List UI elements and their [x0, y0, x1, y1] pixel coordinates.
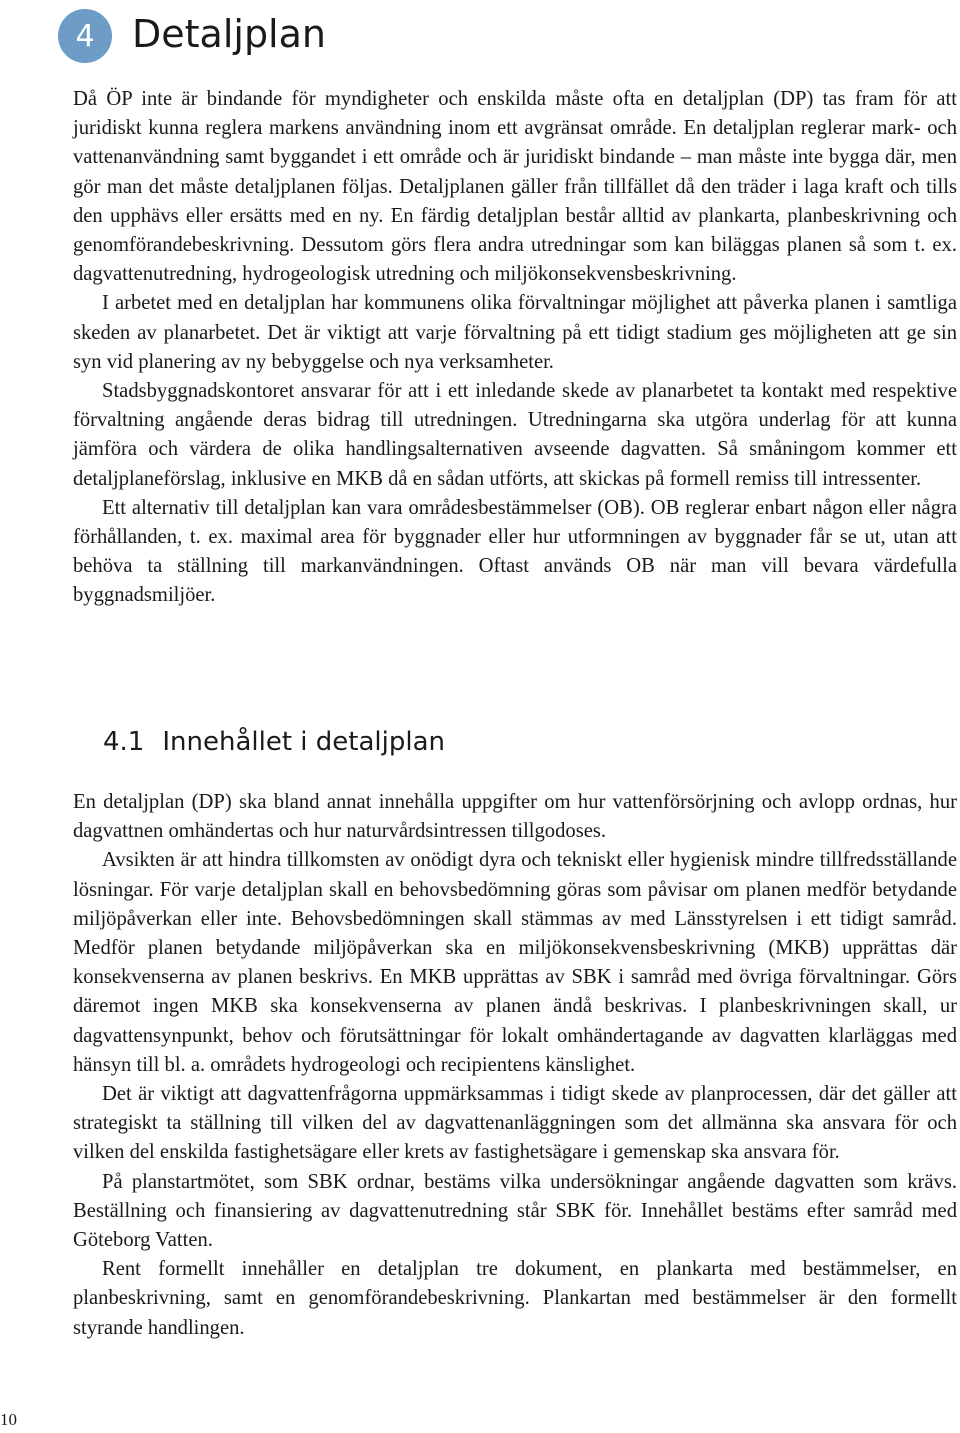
paragraph: En detaljplan (DP) ska bland annat innehålla uppgifter om hur vattenförsörjning och avlopp ordnas, hur dagvattnen omhändertas och hur naturvårdsintressen tillgodoses.: [73, 791, 957, 843]
section-body-text: [73, 788, 957, 1343]
paragraph: Det är viktigt att dagvattenfrågorna uppmärksammas i tidigt skede av planprocessen, där det gäller att strategiskt ta ställning till vilken del av dagvattenanläggningen som det allmänna ska ansvara för och vilken del enskilda fastighetsägare eller krets av fastighetsägare i gemenskap ska ansvara för.: [73, 1083, 957, 1164]
paragraph: Ett alternativ till detaljplan kan vara områdesbestämmelser (OB). OB reglerar enbart någon eller några förhållanden, t. ex. maximal area för byggnader eller hur utformningen av byggnader får se ut, utan att behöva ta ställning till markanvändningen. Oftast används OB när man vill bevara värdefulla byggnadsmiljöer.: [73, 496, 957, 607]
section-title: Innehållet i detaljplan: [162, 727, 445, 757]
section-number: 4.1: [103, 727, 145, 757]
chapter-title: Detaljplan: [132, 12, 326, 56]
chapter-intro-text: [73, 85, 957, 611]
page-number: 10: [0, 1410, 17, 1429]
chapter-number-badge: 4: [58, 9, 112, 63]
paragraph: Då ÖP inte är bindande för myndigheter och enskilda måste ofta en detaljplan (DP) tas fram för att juridiskt kunna reglera markens användning inom ett avgränsat område. En detaljplan reglerar mark- och vattenanvändning samt byggandet i ett område och är juridiskt bindande – man måste inte bygga där, men gör man det måste detaljplanen följas. Detaljplanen gäller från tillfället då den träder i laga kraft och tills den upphävs eller ersätts med en ny. En färdig detaljplan består alltid av plankarta, planbeskrivning och genomförandebeskrivning. Dessutom görs flera andra utredningar som kan biläggas planen så som t. ex. dagvattenutredning, hydrogeologisk utredning och miljökonsekvensbeskrivning.: [73, 88, 957, 286]
paragraph: Rent formellt innehåller en detaljplan tre dokument, en plankarta med bestämmelser, en planbeskrivning, samt en genomförandebeskrivning. Plankartan med bestämmelser är den formellt styrande handlingen.: [73, 1258, 957, 1339]
paragraph: På planstartmötet, som SBK ordnar, bestäms vilka undersökningar angående dagvatten som krävs. Beställning och finansiering av dagvattenutredning står SBK för. Innehållet bestäms efter samråd med Göteborg Vatten.: [73, 1170, 957, 1252]
section-heading: [103, 724, 445, 760]
paragraph: Avsikten är att hindra tillkomsten av onödigt dyra och tekniskt eller hygienisk mindre tillfredsställande lösningar. För varje detaljplan skall en behovsbedömning göras som påvisar om planen medför betydande miljöpåverkan eller inte. Behovsbedömningen skall stämmas av med Länsstyrelsen i ett tidigt samråd. Medför planen betydande miljöpåverkan ska en miljökonsekvensbeskrivning (MKB) upprättas där konsekvenserna av planen beskrivs. En MKB upprättas av SBK i samråd med övriga förvaltningar. Görs däremot ingen MKB ska konsekvenserna av planen ändå beskrivas. I planbeskrivningen skall, ur dagvattensynpunkt, behov och förutsättningar för lokalt omhändertagande av dagvatten klarläggas med hänsyn till bl. a. områdets hydrogeologi och recipientens känslighet.: [73, 849, 957, 1076]
paragraph: Stadsbyggnadskontoret ansvarar för att i ett inledande skede av planarbetet ta kontakt med respektive förvaltning angående deras bidrag till utredningen. Utredningarna ska utgöra underlag för att kunna jämföra och värdera de olika handlingsalternativen avseende dagvatten. Så småningom kommer ett detaljplaneförslag, inklusive en MKB då en sådan utförts, att skickas på formell remiss till intressenter.: [73, 380, 957, 490]
paragraph: I arbetet med en detaljplan har kommunens olika förvaltningar möjlighet att påverka planen i samtliga skeden av planarbetet. Det är viktigt att varje förvaltning på ett tidigt stadium ges möjligheten att ge sin syn vid planering av ny bebyggelse och nya verksamheter.: [73, 292, 957, 373]
